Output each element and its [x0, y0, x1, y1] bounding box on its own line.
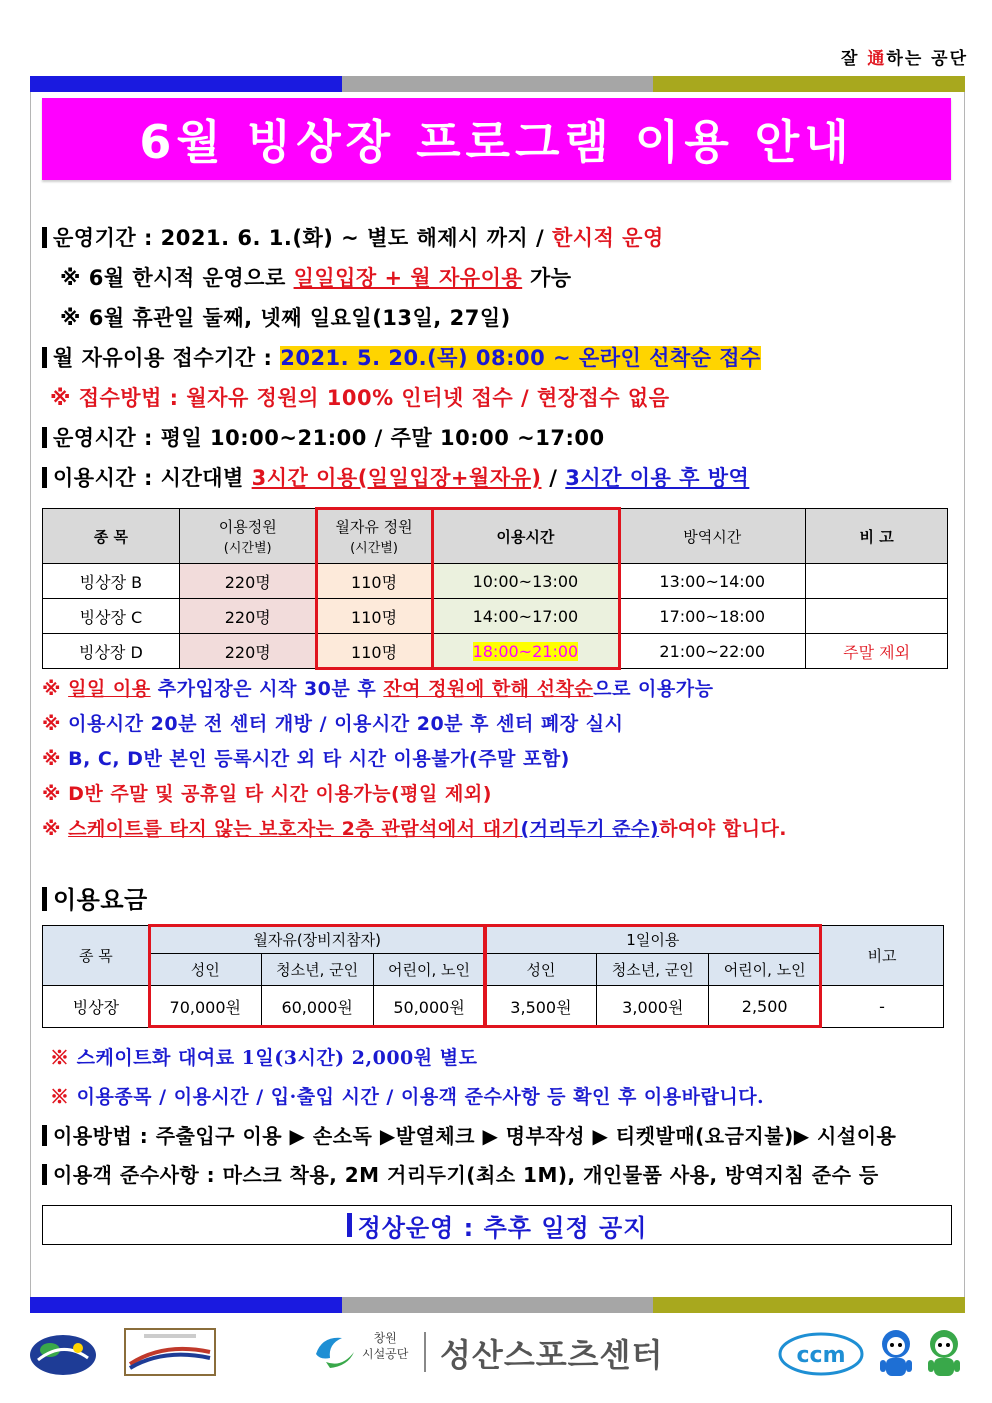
fee-group-daily: 1일이용 — [485, 926, 821, 954]
col-disinfection-time: 방역시간 — [619, 509, 806, 564]
info-period: 운영기간 : 2021. 6. 1.(화) ~ 별도 해제시 까지 / 한시적 운영 — [42, 222, 664, 252]
col-usage-time: 이용시간 — [432, 509, 619, 564]
top-color-bar — [30, 76, 965, 92]
note-guardians: ※ 스케이트를 타지 않는 보호자는 2층 관람석에서 대기(거리두기 준수)하여야 합니다. — [42, 818, 788, 840]
bottom-rental-note: ※ 스케이트화 대여료 1일(3시간) 2,000원 별도 — [50, 1047, 478, 1069]
table-row: 빙상장 C 220명 110명 14:00~17:00 17:00~18:00 — [43, 599, 948, 634]
info-closed-days: ※ 6월 휴관일 둘째, 넷째 일요일(13일, 27일) — [60, 306, 511, 330]
clean-city-logo — [28, 1330, 98, 1382]
info-registration: 월 자유이용 접수기간 : 2021. 5. 20.(목) 08:00 ~ 온라인 선착순 접수 — [42, 342, 761, 372]
bottom-check-note: ※ 이용종목 / 이용시간 / 입·출입 시간 / 이용객 준수사항 등 확인 후 이용바랍니다. — [50, 1086, 765, 1108]
changwon-logo-icon — [312, 1332, 358, 1376]
info-operating-hours: 운영시간 : 평일 10:00~21:00 / 주말 10:00 ~17:00 — [42, 422, 605, 452]
page-title: 6월 빙상장 프로그램 이용 안내 — [139, 115, 854, 169]
bottom-color-bar — [30, 1297, 965, 1313]
bottom-rules: 이용객 준수사항 : 마스크 착용, 2M 거리두기(최소 1M), 개인물품 사용, 방역지침 준수 등 — [42, 1159, 879, 1188]
col-capacity: 이용정원 (시간별) — [179, 509, 316, 564]
fees-table: 종 목 월자유(장비지참자) 1일이용 비고 성인 청소년, 군인 어린이, 노인 성인 청소년, 군인 어린이, 노인 빙상장 70,000원 60,000원 50,000원 3,500원 3,000원 2,500 - — [42, 925, 944, 1028]
mascot-green-icon — [920, 1326, 968, 1386]
fee-col-note: 비고 — [821, 926, 944, 986]
note-open-close: ※ 이용시간 20분 전 센터 개방 / 이용시간 20분 후 센터 폐장 실시 — [42, 713, 624, 735]
schedule-table — [42, 508, 948, 669]
fees-heading: 이용요금 — [42, 880, 148, 915]
changwon-logo-text: 창원 시설공단 — [362, 1331, 409, 1361]
fee-group-monthly: 월자유(장비지참자) — [149, 926, 485, 954]
certificate-logo — [124, 1328, 216, 1380]
col-note: 비 고 — [806, 509, 948, 564]
note-d-class: ※ D반 주말 및 공휴일 타 시간 이용가능(평일 제외) — [42, 783, 492, 805]
table-row: 빙상장 D 220명 110명 18:00~21:00 21:00~22:00 주말 제외 — [43, 634, 948, 669]
fee-col-item: 종 목 — [43, 926, 150, 986]
notice-box: 정상운영 : 추후 일정 공지 — [42, 1205, 952, 1245]
info-temp-note: ※ 6월 한시적 운영으로 일일입장 + 월 자유이용 가능 — [60, 266, 572, 290]
col-item: 종 목 — [43, 509, 180, 564]
table-row: 빙상장 70,000원 60,000원 50,000원 3,500원 3,000원 2,500 - — [43, 986, 944, 1028]
slogan: 잘 通하는 공단 — [841, 49, 968, 69]
ccm-logo — [778, 1332, 864, 1380]
footer — [0, 1322, 992, 1392]
note-registration-limit: ※ B, C, D반 본인 등록시간 외 타 시간 이용불가(주말 포함) — [42, 748, 570, 770]
mascot-blue-icon — [872, 1326, 920, 1386]
table-row: 빙상장 B 220명 110명 10:00~13:00 13:00~14:00 — [43, 564, 948, 599]
col-monthly-capacity: 월자유 정원 (시간별) — [316, 509, 432, 564]
title-banner — [42, 98, 951, 180]
info-registration-method: ※ 접수방법 : 월자유 정원의 100% 인터넷 접수 / 현장접수 없음 — [50, 386, 670, 410]
svg-text:ccm: ccm — [796, 1343, 846, 1368]
info-usage-time: 이용시간 : 시간대별 3시간 이용(일일입장+월자유) / 3시간 이용 후 방역 — [42, 462, 749, 492]
note-daily-entry: ※ 일일 이용 추가입장은 시작 30분 후 잔여 정원에 한해 선착순으로 이용가능 — [42, 678, 714, 700]
center-name: 성산스포츠센터 — [440, 1336, 664, 1374]
bottom-usage-method: 이용방법 : 주출입구 이용 ▶ 손소독 ▶발열체크 ▶ 명부작성 ▶ 티켓발매(요금지불)▶ 시설이용 — [42, 1120, 896, 1149]
